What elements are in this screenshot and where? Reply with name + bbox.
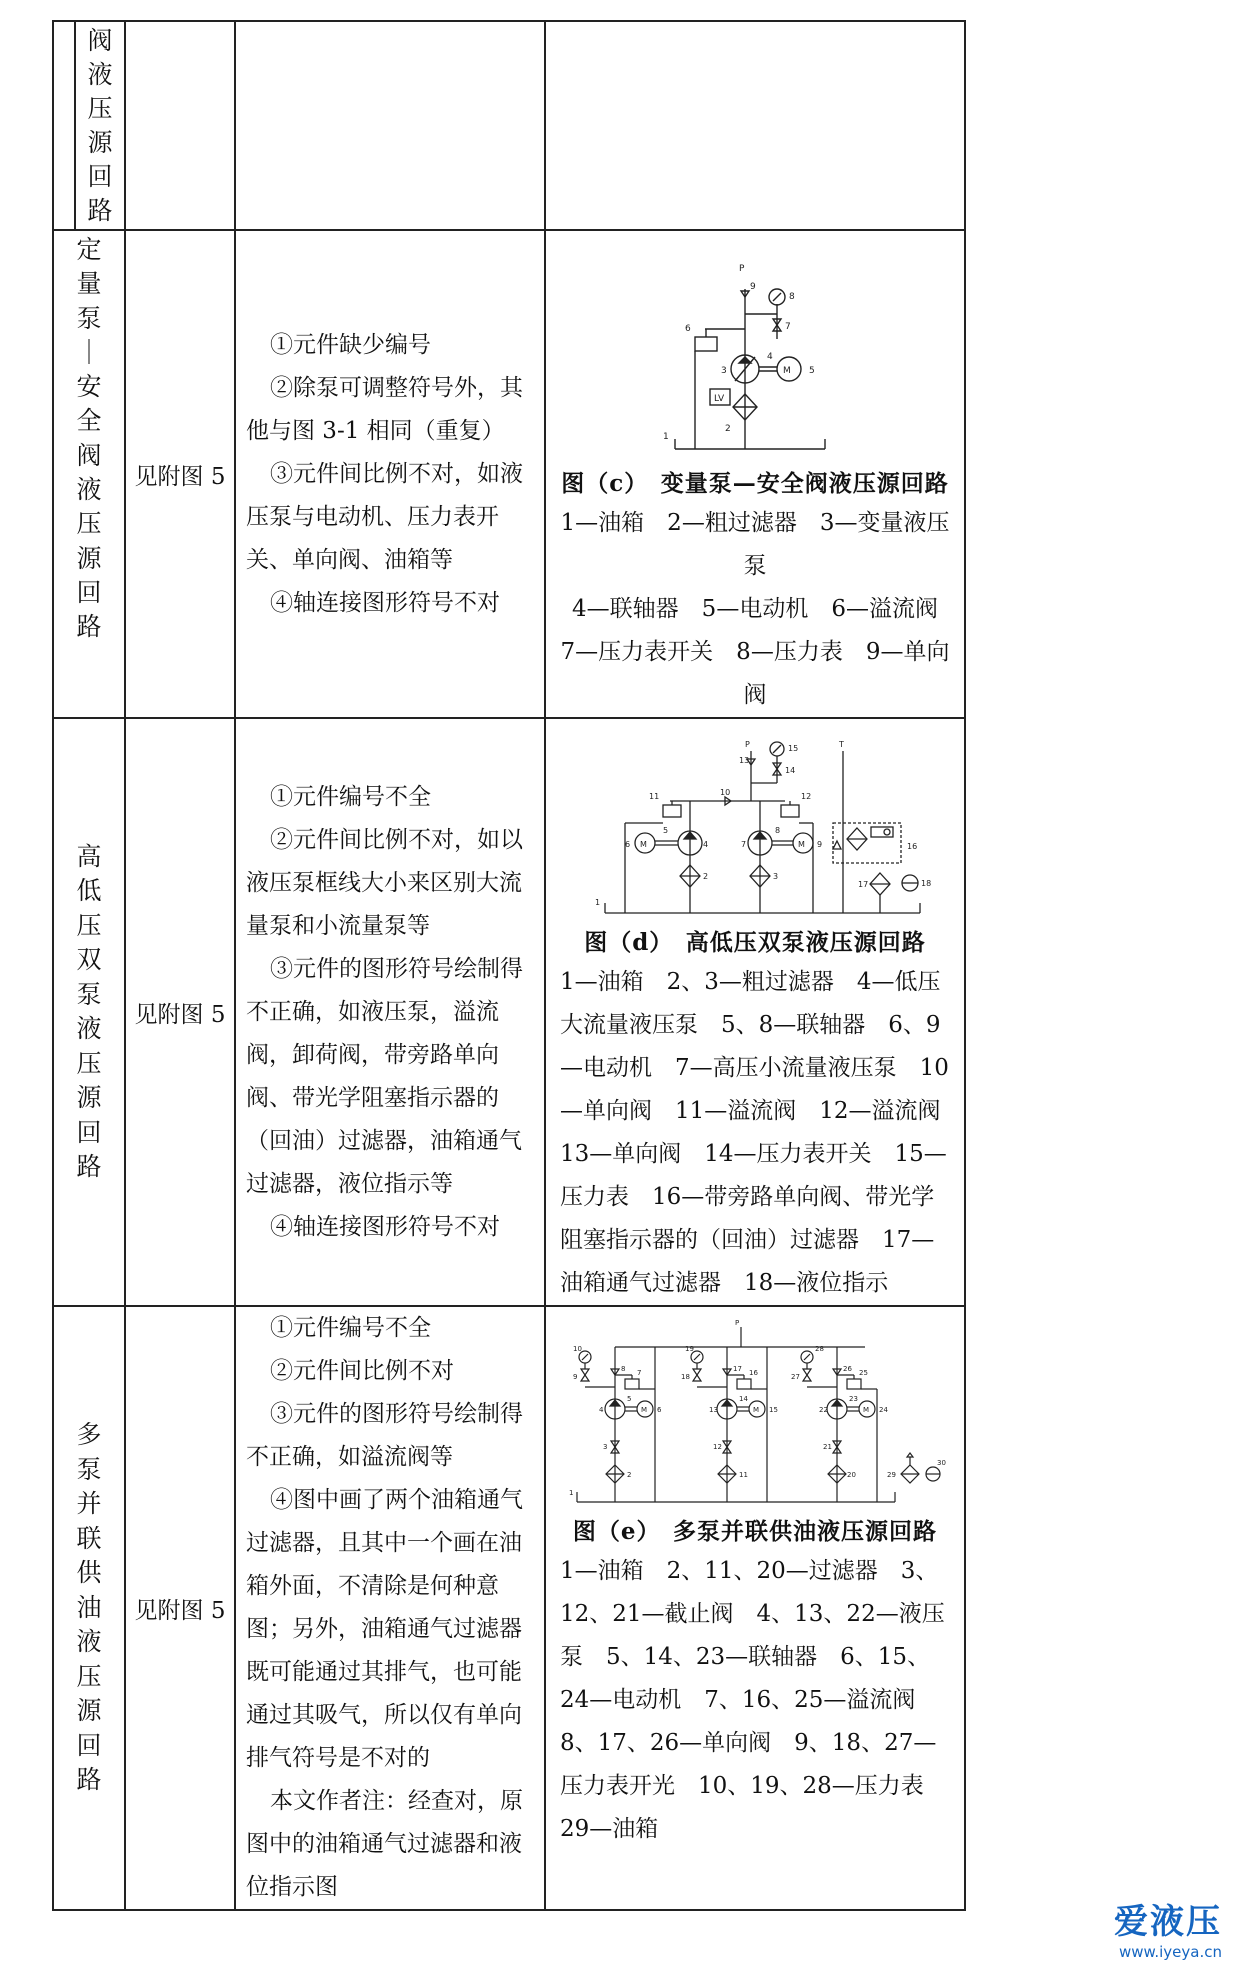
vertical-char: 压 [76,509,102,539]
circuit-diagram-d [575,733,935,918]
diagram-label: 18 [921,879,932,888]
legend-line: 7—压力表开关 8—压力表 9—单向阀 [560,639,950,708]
diagram-label: 17 [733,1365,742,1373]
issue-item: ①元件缺少编号 [270,331,431,358]
diagram-label: 16 [907,842,918,851]
vertical-char: 压 [76,1661,102,1691]
issue-item: ①元件编号不全 [270,1315,431,1341]
diagram-label: 15 [769,1406,778,1414]
diagram-label: 12 [801,792,812,801]
vertical-char: 泵 [76,979,102,1009]
issue-item: ④轴连接图形符号不对 [270,1213,500,1240]
issue-item: ④图中画了两个油箱通气过滤器，且其中一个画在油箱外面，不清除是何种意图；另外，油箱通气过滤器既可能通过其排气，也可能通过其吸气，所以仅有单向排气符号是不对的 [246,1487,523,1771]
diagram-label: 2 [703,872,709,881]
diagram-label: 20 [847,1471,856,1479]
table-row [53,21,965,230]
vertical-char: 定 [76,235,102,264]
diagram-label: 26 [843,1365,852,1373]
diagram-label: 4 [767,352,773,362]
diagram-label: 25 [859,1369,868,1377]
diagram-label: M [753,1406,760,1414]
vertical-char: 双 [76,945,102,974]
diagram-label: M [783,366,791,376]
issues-cell [235,21,545,230]
issue-item: ③元件的图形符号绘制得不正确，如液压泵，溢流阀，卸荷阀，带旁路单向阀、带光学阻塞指示器的（回油）过滤器，油箱通气过滤器，液位指示等 [246,955,523,1197]
issue-item: ②元件间比例不对 [270,1358,454,1384]
table-row [53,1306,965,1910]
vertical-char: 泵 [76,303,102,333]
circuit-diagram-c [655,259,855,459]
diagram-label: M [640,840,647,849]
figure-caption: 图（c） 变量泵—安全阀液压源回路 [561,470,949,497]
vertical-char: 路 [76,1765,102,1795]
diagram-label: 4 [703,840,709,849]
diagram-label: 28 [815,1345,824,1353]
vertical-char: 源 [76,1083,102,1112]
diagram-label: 8 [789,292,795,302]
diagram-label: 27 [791,1373,800,1381]
diagram-label: P [739,264,745,274]
table-row [53,230,965,718]
diagram-label: P [735,1319,740,1327]
diagram-label: 30 [937,1459,946,1467]
watermark-url: www.iyeya.cn [1118,1943,1222,1961]
diagram-label: 6 [625,840,631,849]
ref-cell: 见附图 5 [125,230,235,718]
figure-cell [545,21,965,230]
diagram-label: M [863,1406,870,1414]
vertical-char: 路 [76,612,102,642]
diagram-label: 2 [725,424,731,434]
vertical-char: 液 [76,1014,102,1043]
diagram-label: 7 [637,1369,642,1377]
diagram-label: 8 [775,826,781,835]
vertical-char: 液 [76,1627,102,1657]
diagram-label: 10 [573,1345,582,1353]
vertical-char: 回 [76,1730,102,1760]
diagram-label: 24 [879,1406,888,1414]
diagram-label: 14 [785,766,796,775]
vertical-char: 供 [76,1558,102,1588]
circuit-name-vertical [76,22,124,229]
diagram-label: 3 [773,872,779,881]
vertical-char: 多 [76,1420,102,1450]
vertical-char: 压 [76,1048,102,1078]
type-cell [53,230,125,718]
circuit-diagram-e [565,1317,945,1507]
vertical-char: 高 [76,841,102,871]
issue-item: 本文作者注：经查对，原图中的油箱通气过滤器和液位指示图 [246,1788,523,1900]
diagram-label: 21 [823,1443,832,1451]
diagram-label: 7 [785,322,791,332]
diagram-label: 5 [663,826,669,835]
vertical-char: 低 [76,876,102,905]
diagram-label: 22 [819,1406,828,1414]
vertical-char: 源 [76,1696,102,1726]
issues-cell [235,1306,545,1910]
figure-cell [545,718,965,1306]
diagram-label: 3 [603,1443,608,1451]
diagram-label: 10 [720,788,731,797]
diagram-label: 5 [627,1395,632,1403]
pump-unit-2 [681,1345,778,1502]
diagram-label: 13 [709,1406,718,1414]
vertical-char: 联 [76,1523,102,1553]
vertical-char: 压 [76,910,102,940]
issues-cell [235,230,545,718]
figure-legend: 1—油箱 2、11、20—过滤器 3、12、21—截止阀 4、13、22—液压泵 5、14、23—联轴器 6、15、24—电动机 7、16、25—溢流阀 8、17、26—单向阀 9、18、27—压力表开光 10、19、28—压力表 29—油箱 [560,1558,947,1842]
type-cell [53,718,125,1306]
diagram-label: 11 [739,1471,748,1479]
diagram-label: 6 [685,324,691,334]
figure-legend: 1—油箱 2、3—粗过滤器 4—低压大流量液压泵 5、8—联轴器 6、9—电动机 7—高压小流量液压泵 10—单向阀 11—溢流阀 12—溢流阀 13—单向阀 14—压力表开关 15—压力表 16—带旁路单向阀、带光学阻塞指示器的（回油）过滤器 17—油箱通气过滤器 18—液位指示 [560,969,964,1296]
diagram-label: 9 [750,282,756,292]
vertical-char: 并 [76,1489,102,1519]
vertical-char: 阀 [87,26,113,55]
diagram-label: 9 [573,1373,578,1381]
diagram-label: 13 [739,756,750,765]
diagram-label: LV [714,394,725,404]
watermark-brand: 爱液压 [1114,1902,1222,1942]
diagram-label: 23 [849,1395,858,1403]
vertical-char: 量 [76,269,102,299]
issue-item: ③元件的图形符号绘制得不正确，如溢流阀等 [246,1401,523,1470]
vertical-char: 全 [76,406,102,436]
diagram-label: M [641,1406,648,1414]
vertical-char: 路 [76,1152,102,1181]
vertical-char: 回 [76,1117,102,1147]
issue-item: ④轴连接图形符号不对 [270,589,500,616]
diagram-label: M [798,840,805,849]
diagram-label: 15 [788,744,799,753]
diagram-label: 12 [713,1443,722,1451]
ref-cell: 见附图 5 [125,718,235,1306]
diagram-label: 3 [721,366,727,376]
diagram-label: 18 [681,1373,690,1381]
diagram-label: 1 [595,898,601,907]
legend-line: 1—油箱 2—粗过滤器 3—变量液压泵 [560,510,950,579]
diagram-label: 7 [741,840,747,849]
vertical-char: 回 [87,162,113,191]
vertical-char: 液 [87,60,113,89]
diagram-label: 14 [739,1395,748,1403]
defect-table [52,20,966,1911]
pump-unit-1 [573,1345,662,1502]
table-row [53,718,965,1306]
figure-cell [545,1306,965,1910]
diagram-label: 6 [657,1406,662,1414]
ref-cell [125,21,235,230]
diagram-label: 11 [649,792,660,801]
ref-cell: 见附图 5 [125,1306,235,1910]
diagram-label: 29 [887,1471,896,1479]
diagram-label: 17 [858,880,869,889]
vertical-char: 泵 [76,1454,102,1484]
vertical-char: 回 [76,577,102,607]
vertical-char: 源 [87,128,113,157]
diagram-label: 1 [663,432,669,442]
diagram-label: 19 [685,1345,694,1353]
figure-caption: 图（d） 高低压双泵液压源回路 [584,929,926,956]
figure-caption: 图（e） 多泵并联供油液压源回路 [572,1518,938,1545]
vertical-char: 安 [76,372,102,402]
issues-cell [235,718,545,1306]
figure-cell [545,230,965,718]
vertical-char: 液 [76,475,102,505]
vertical-char: 源 [76,543,102,573]
diagram-label: 8 [621,1365,626,1373]
pump-unit-3 [791,1345,888,1502]
issue-item: ②元件间比例不对，如以液压泵框线大小来区别大流量泵和小流量泵等 [246,826,523,939]
legend-line: 4—联轴器 5—电动机 6—溢流阀 [572,596,938,622]
issue-item: ①元件编号不全 [270,783,431,810]
diagram-label: T [839,740,844,749]
diagram-label: 5 [809,366,815,376]
issue-item: ③元件间比例不对，如液压泵与电动机、压力表开关、单向阀、油箱等 [246,460,523,573]
diagram-label: P [745,740,750,749]
diagram-label: 2 [627,1471,632,1479]
diagram-label: 1 [569,1489,574,1497]
watermark [1114,1894,1222,1961]
diagram-label: 9 [817,840,823,849]
vertical-char: 压 [87,94,113,123]
vertical-char: 阀 [76,440,102,470]
issue-item: ②除泵可调整符号外，其他与图 3-1 相同（重复） [246,374,523,444]
vertical-char: 路 [87,196,113,225]
type-cell [53,1306,125,1910]
type-cell [53,21,125,230]
diagram-label: 16 [749,1369,758,1377]
vertical-char: ｜ [76,337,102,367]
vertical-char: 油 [76,1592,102,1622]
figure-legend [546,502,964,717]
diagram-label: 4 [599,1406,604,1414]
